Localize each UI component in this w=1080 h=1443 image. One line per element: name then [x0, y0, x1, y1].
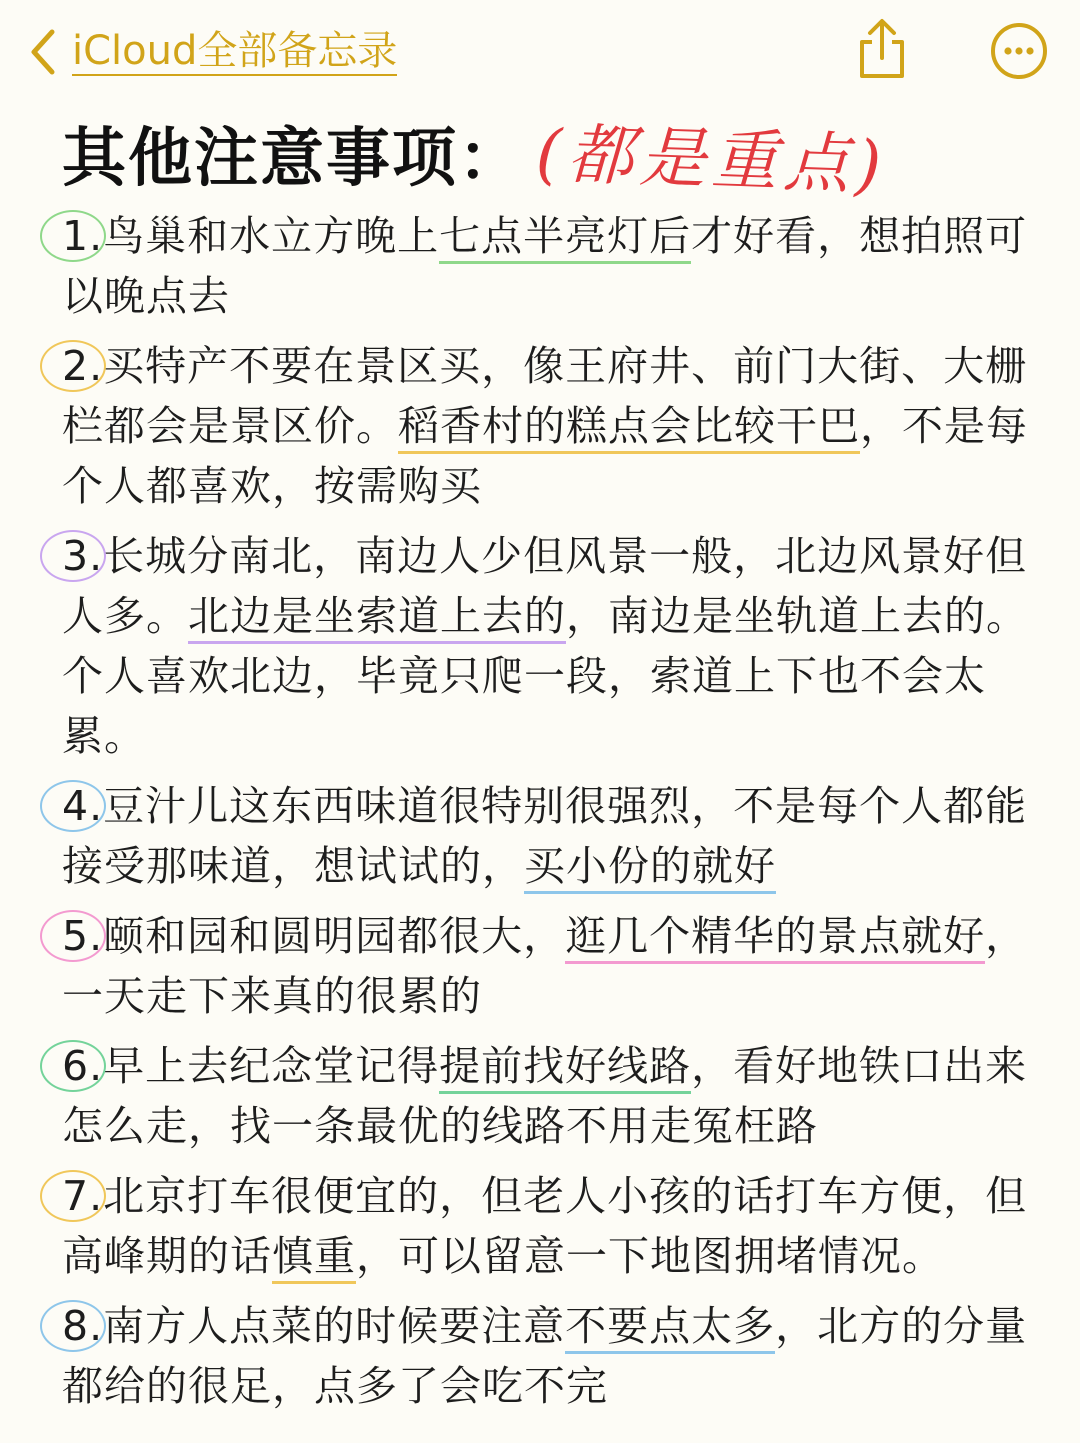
item-text: 5.颐和园和圆明园都很大， — [62, 912, 566, 960]
item-highlight: 稻香村的糕点会比较干巴 — [398, 402, 860, 454]
navigation-bar — [0, 0, 1080, 104]
item-text: 8.南方人点菜的时候要注意 — [62, 1302, 566, 1350]
item-text: 7.北京打车很便宜的，但老人小孩的话打车方便，但高峰期的话 — [62, 1172, 1028, 1280]
item-highlight: 不要点太多 — [565, 1302, 775, 1354]
title-annotation: (都是重点) — [534, 114, 889, 204]
item-text: 1.鸟巢和水立方晚上 — [62, 212, 440, 260]
list-item — [62, 906, 1032, 1026]
list-item — [62, 776, 1032, 896]
item-highlight: 买小份的就好 — [524, 842, 776, 894]
item-highlight: 七点半亮灯后 — [439, 212, 691, 264]
list-item — [62, 1296, 1032, 1416]
more-button[interactable] — [990, 22, 1048, 80]
item-text: 6.早上去纪念堂记得 — [62, 1042, 440, 1090]
item-text: ，不是每个人都喜欢，按需购买 — [62, 402, 1028, 510]
item-highlight: 提前找好线路 — [439, 1042, 691, 1094]
item-highlight: 北边是坐索道上去的 — [188, 592, 566, 644]
item-text: ，一天走下来真的很累的 — [62, 912, 1028, 1020]
note-title-row — [62, 108, 889, 204]
list-item — [62, 526, 1032, 766]
item-text: 才好看，想拍照可以晚点去 — [62, 212, 1028, 320]
ellipsis-circle-icon — [990, 22, 1048, 80]
chevron-left-icon — [28, 28, 58, 76]
share-icon — [852, 16, 912, 82]
share-button[interactable] — [852, 16, 912, 82]
item-text: 2.买特产不要在景区买，像王府井、前门大街、大栅栏都会是景区价。 — [62, 342, 1028, 450]
note-title: 其他注意事项： — [62, 122, 524, 196]
list-item — [62, 1166, 1032, 1286]
item-text: 4.豆汁儿这东西味道很特别很强烈，不是每个人都能接受那味道，想试试的， — [62, 782, 1028, 890]
note-body — [62, 206, 1032, 1426]
back-button[interactable] — [28, 22, 397, 82]
item-text: ，北方的分量都给的很足，点多了会吃不完 — [62, 1302, 1028, 1410]
item-highlight: 逛几个精华的景点就好 — [565, 912, 985, 964]
item-text: ，可以留意一下地图拥堵情况。 — [356, 1232, 944, 1280]
item-text: 3.长城分南北，南边人少但风景一般，北边风景好但人多。 — [62, 532, 1028, 640]
list-item — [62, 206, 1032, 326]
item-text: ，看好地铁口出来怎么走，找一条最优的线路不用走冤枉路 — [62, 1042, 1028, 1150]
list-item — [62, 336, 1032, 516]
list-item — [62, 1036, 1032, 1156]
item-highlight: 慎重 — [272, 1232, 356, 1284]
item-text: ，南边是坐轨道上去的。个人喜欢北边，毕竟只爬一段，索道上下也不会太累。 — [62, 592, 1028, 760]
back-label: iCloud全部备忘录 — [72, 28, 398, 74]
